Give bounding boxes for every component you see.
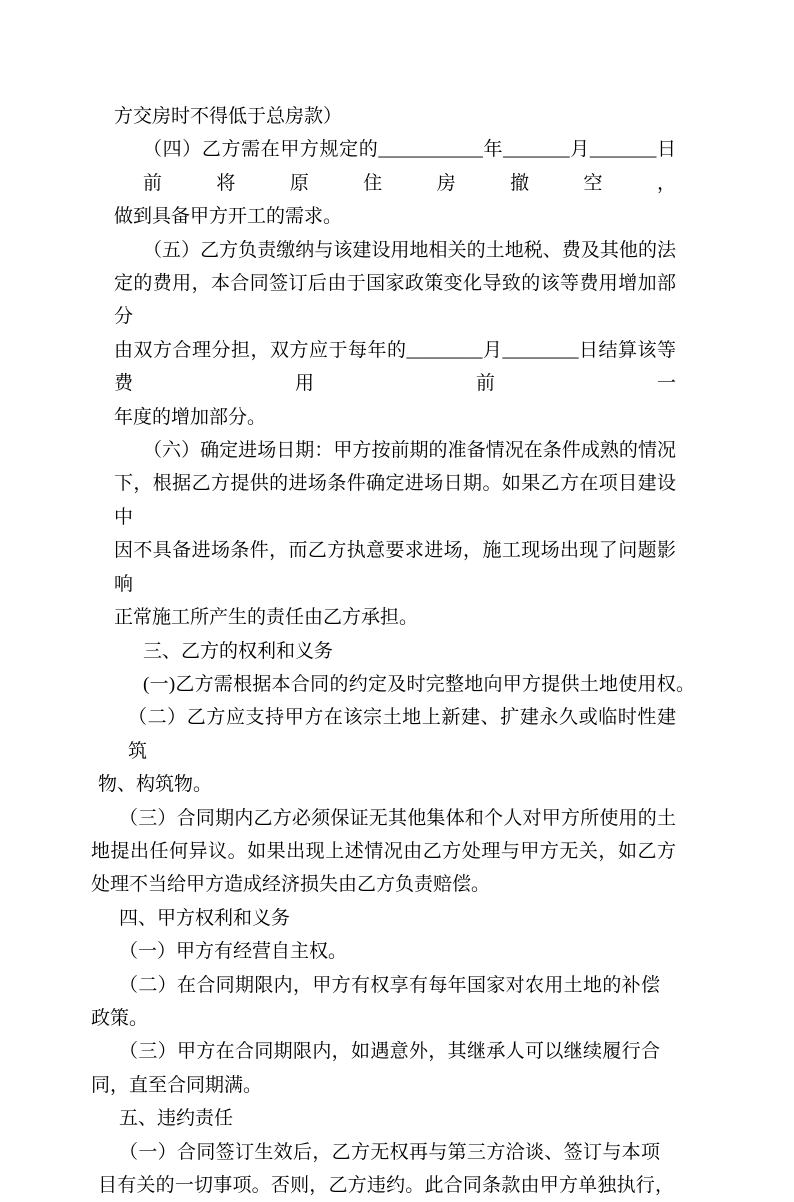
text-line-26: （一）合同签订生效后，乙方无权再与第三方洽谈、签订与本项	[119, 1141, 660, 1163]
text-line-4: （五）乙方负责缴纳与该建设用地相关的土地税、费及其他的法	[143, 239, 676, 261]
text-line-17: 地提出任何异议。如果出现上述情况由乙方处理与甲方无关，如乙方	[91, 840, 676, 862]
text-line-22: 政策。	[91, 1007, 149, 1029]
text-line-25: 五、违约责任	[119, 1108, 234, 1130]
text-line-14: （二）乙方应支持甲方在该宗土地上新建、扩建永久或临时性建筑	[128, 707, 676, 762]
document-text-block	[0, 100, 794, 1202]
text-line-7: 年度的增加部分。	[114, 406, 267, 428]
text-line-18: 处理不当给甲方造成经济损失由乙方负责赔偿。	[91, 874, 491, 896]
text-line-13: (一)乙方需根据本合同的约定及时完整地向甲方提供土地使用权。	[143, 673, 695, 695]
text-line-16: （三）合同期内乙方必须保证无其他集体和个人对甲方所使用的土	[119, 807, 676, 829]
text-line-11: 正常施工所产生的责任由乙方承担。	[114, 607, 419, 629]
text-line-23: （三）甲方在合同期限内，如遇意外，其继承人可以继续履行合	[119, 1041, 660, 1063]
text-line-8: （六）确定进场日期：甲方按前期的准备情况在条件成熟的情况	[143, 440, 676, 462]
text-line-9: 下，根据乙方提供的进场条件确定进场日期。如果乙方在项目建设中	[114, 473, 676, 528]
text-line-27: 目有关的一切事项。否则，乙方违约。此合同条款由甲方单独执行，	[98, 1175, 674, 1196]
text-line-5: 定的费用，本合同签订后由于国家政策变化导致的该等费用增加部分	[114, 273, 676, 328]
text-line-21: （二）在合同期限内，甲方有权享有每年国家对农用土地的补偿	[119, 974, 660, 996]
text-line-1: 方交房时不得低于总房款）	[114, 106, 343, 127]
text-line-24: 同，直至合同期满。	[91, 1074, 263, 1096]
text-line-20: （一）甲方有经营自主权。	[119, 941, 348, 963]
text-line-2: （四）乙方需在甲方规定的___________年_______月_______日前将原住房撤空，	[143, 139, 676, 194]
text-line-19: 四、甲方权利和义务	[119, 907, 291, 929]
text-line-10: 因不具备进场条件，而乙方执意要求进场，施工现场出现了问题影响	[114, 540, 676, 595]
text-line-15: 物、构筑物。	[98, 774, 213, 796]
text-line-12: 三、乙方的权利和义务	[143, 640, 334, 662]
text-line-3: 做到具备甲方开工的需求。	[114, 206, 343, 228]
text-line-6: 由双方合理分担，双方应于每年的________月________日结算该等费用前一	[114, 339, 676, 395]
